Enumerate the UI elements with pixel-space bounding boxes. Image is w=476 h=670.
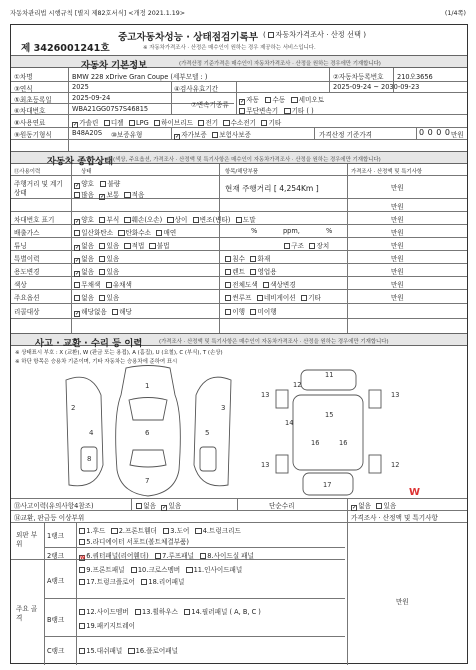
part-label-1: 1 — [145, 382, 150, 390]
col-status: 상태 — [81, 169, 92, 175]
color-achromatic-checkbox[interactable] — [74, 282, 80, 288]
special-type-options: 침수 화재 — [225, 253, 270, 263]
part-floor-panel-checkbox[interactable] — [128, 648, 134, 654]
price-option-checkbox[interactable] — [268, 32, 274, 38]
option-other-checkbox[interactable] — [301, 295, 307, 301]
frame-wheel-fl — [276, 390, 288, 408]
part-front-fender-checkbox[interactable] — [111, 528, 117, 534]
warranty-insurer-checkbox[interactable] — [212, 132, 218, 138]
tuning-device-checkbox[interactable] — [309, 243, 315, 249]
usage-change-options: ✓없음 있음 — [75, 268, 120, 277]
options-none-checkbox[interactable] — [74, 295, 80, 301]
car-name: BMW 228 xDrive Gran Coupe (세부모델 : ) — [72, 73, 208, 81]
summary-band — [11, 151, 467, 167]
inspection-period: 2025-09-24 ~ 2030-09-23 — [333, 83, 420, 91]
part-wheel-house-checkbox[interactable] — [135, 609, 141, 615]
frame-wheel-rr — [369, 455, 381, 473]
accident-heading: 사고 · 교환 · 수리 등 이력 — [35, 338, 143, 349]
color-options: 무채색 유채색 — [74, 279, 132, 289]
tuning-label: 튜닝 — [14, 242, 27, 250]
price-vin: 만원 — [391, 216, 404, 224]
vin-label: ⑥차대번호 — [14, 107, 46, 115]
title-note: ※ 자동차가격조사 · 산정은 매수인이 원하는 경우 제공하는 서비스입니다. — [143, 45, 316, 51]
trans-cvt-checkbox[interactable] — [239, 108, 245, 114]
frame-label-14: 14 — [285, 419, 294, 427]
vin-mark-options: ✓양호 부식 훼손(오손) 상이 변조(변타) 도말 — [75, 216, 256, 225]
door-shape-right — [200, 447, 216, 471]
emission-options: 일산화탄소 탄화수소 매연 — [74, 227, 176, 237]
rank1-label: 1랭크 — [47, 532, 64, 540]
summary-heading: 자동차 종합상태 — [47, 156, 114, 167]
car-diagram-frame — [241, 365, 431, 500]
rankB-parts-row2: 19.패키지트레이 — [79, 620, 135, 630]
usage-business-checkbox[interactable] — [250, 269, 256, 275]
col-price: 가격조사 · 산정액 및 특기사항 — [351, 169, 423, 175]
rankA-label: A랭크 — [47, 577, 65, 585]
rank2-parts: w6.쿼터패널(리어휀더) 7.루프패널 8.사이드실 패널 — [80, 552, 254, 561]
part-trunk-floor-checkbox[interactable] — [79, 579, 85, 585]
rank1-parts-row2: 5.라디에이터 서포트(볼트체결부품) — [79, 536, 189, 546]
vin-damage-checkbox[interactable] — [124, 217, 130, 223]
special-yes-checkbox[interactable] — [99, 256, 105, 262]
emission-unit-2: ppm, — [283, 227, 300, 235]
base-price-label: 가격산정 기준가격 — [319, 131, 373, 139]
document-number: 제 3426001241호 — [21, 43, 110, 54]
part-label-7: 7 — [145, 477, 150, 485]
special-none-checkbox[interactable]: ✓ — [75, 258, 80, 264]
car-side-left — [66, 377, 103, 486]
price-special: 만원 — [391, 255, 404, 263]
recall-yes-checkbox[interactable] — [112, 309, 118, 315]
inspection-period-label: ④검사유효기간 — [174, 85, 219, 93]
price-mileage: 만원 — [391, 184, 404, 192]
frame-label-16a: 16 — [311, 439, 320, 447]
rank2-label: 2랭크 — [47, 552, 64, 560]
fuel-options: ✓가솔린 디젤 LPG 하이브리드 전기 수소전기 기타 — [73, 119, 282, 128]
emission-label: 배출가스 — [14, 229, 40, 237]
fuel-diesel-checkbox[interactable] — [104, 120, 110, 126]
part-side-member-checkbox[interactable] — [79, 609, 85, 615]
color-full-paint-checkbox[interactable] — [225, 282, 231, 288]
mileage-status-row1: ✓양호 불량 — [75, 180, 121, 189]
reg-number: 210오3656 — [397, 73, 433, 81]
emission-co-checkbox[interactable] — [74, 230, 80, 236]
frame-label-12a: 12 — [293, 381, 302, 389]
color-paint-options: 전체도색 색상변경 — [225, 279, 296, 289]
vin-painted-checkbox[interactable] — [236, 217, 242, 223]
rankB-parts-row1: 12.사이드멤버 13.휠하우스 14.필러패널 ( A, B, C ) — [79, 606, 261, 616]
simple-yes-checkbox[interactable] — [376, 503, 382, 509]
basic-info-heading: 자동차 기본정보 — [81, 60, 148, 71]
part-package-tray-checkbox[interactable] — [79, 623, 85, 629]
simple-none-checkbox[interactable]: ✓ — [352, 505, 357, 511]
frame-cabin — [293, 395, 363, 470]
usage-rent-checkbox[interactable] — [225, 269, 231, 275]
recall-na-checkbox[interactable]: ✓ — [75, 311, 80, 317]
part-label-8: 8 — [87, 455, 92, 463]
part-trunk-lid-checkbox[interactable] — [195, 528, 201, 534]
part-label-4: 4 — [89, 429, 94, 437]
trans-other-checkbox[interactable] — [284, 108, 290, 114]
part-label-2: 2 — [71, 404, 76, 412]
special-flood-checkbox[interactable] — [225, 256, 231, 262]
car-diagram-exterior — [61, 365, 236, 500]
model-year: 2025 — [72, 83, 89, 91]
part-dash-panel-checkbox[interactable] — [79, 648, 85, 654]
fuel-hydrogen-checkbox[interactable] — [223, 120, 229, 126]
inspection-record — [10, 24, 468, 664]
warranty-self-checkbox[interactable]: ✓ — [175, 134, 180, 140]
transmission-row2: 무단변속기 기타 ( ) — [239, 105, 314, 115]
emission-unit-3: % — [326, 227, 333, 235]
part-side-sill-checkbox[interactable] — [200, 553, 206, 559]
fuel-gasoline-checkbox[interactable]: ✓ — [73, 122, 78, 128]
frame-label-11: 11 — [325, 371, 334, 379]
form-regulation: 자동차관리법 시행규칙 [별지 제82호서식] <개정 2021.1.19> — [10, 10, 186, 17]
simple-repair-options: ✓없음 있음 — [352, 502, 397, 511]
rankC-parts: 15.대쉬패널 16.플로어패널 — [79, 645, 178, 655]
reg-number-label: ②자동차등록번호 — [333, 73, 384, 81]
mileage-high-checkbox[interactable] — [74, 192, 80, 198]
usage-type-options: 렌트 영업용 — [225, 266, 277, 276]
option-sunroof-checkbox[interactable] — [225, 295, 231, 301]
basic-info-band — [11, 55, 467, 71]
options-status: 없음 있음 — [74, 292, 119, 302]
tuning-options: ✓없음 있음 적법 불법 — [75, 242, 170, 251]
frame-label-13c: 13 — [261, 461, 270, 469]
part-front-panel-checkbox[interactable] — [79, 567, 85, 573]
mileage-status-row2: 많음 ✓보통 적음 — [74, 189, 144, 200]
fuel-other-checkbox[interactable] — [261, 120, 267, 126]
rankA-parts-row2: 17.트렁크플로어 18.리어패널 — [79, 576, 184, 586]
price-emission: 만원 — [391, 229, 404, 237]
special-history-options: ✓없음 있음 — [75, 255, 120, 264]
base-price: 0 0 0 0 — [419, 128, 451, 137]
fuel-lpg-checkbox[interactable] — [129, 120, 135, 126]
part-inside-panel-checkbox[interactable] — [186, 567, 192, 573]
status-legend: ※ 상태표시 부호 : X (교환), W (판금 또는 용접), A (흠집), U (요철), C (부식), T (손상) — [15, 350, 223, 356]
fuel-label: ⑧사용연료 — [14, 119, 46, 127]
rankB-label: B랭크 — [47, 616, 65, 624]
outer-panel-label: 외판 부위 — [16, 531, 38, 548]
page-count: (1/4쪽) — [444, 10, 466, 17]
rankC-label: C랭크 — [47, 647, 65, 655]
base-price-unit: 만원 — [451, 131, 464, 139]
simple-repair-label: 단순수리 — [269, 502, 295, 510]
vin-diff-checkbox[interactable] — [167, 217, 173, 223]
accident-history-options: 없음 ✓있음 — [136, 500, 181, 511]
color-label: 색상 — [14, 281, 27, 289]
price-tuning: 만원 — [391, 242, 404, 250]
col-usage: ⑪사용이력 — [14, 169, 41, 175]
current-mileage: 현재 주행거리 [ 4,254Km ] — [225, 184, 319, 193]
engine-type: B48A20S — [72, 129, 103, 137]
transmission-row1: ✓자동 수동 세미오토 — [240, 96, 325, 105]
recall-progress-options: 이행 미이행 — [225, 306, 277, 316]
part-rear-panel-checkbox[interactable] — [141, 579, 147, 585]
warranty-label: ⑩보증유형 — [111, 131, 143, 139]
frame-label-13a: 13 — [261, 391, 270, 399]
price-usage: 만원 — [391, 268, 404, 276]
vin-mark-label: 차대번호 표기 — [14, 216, 55, 224]
accident-note: (가격조사 · 산정액 및 특기사항은 매수인이 자동차가격조사 · 산정을 원하는 경우에만 기재합니다) — [159, 339, 389, 345]
price-color: 만원 — [391, 281, 404, 289]
trans-manual-checkbox[interactable] — [265, 97, 271, 103]
status-legend-note: ※ 하단 항목은 승용차 기준이며, 기타 자동차는 승용차에 준하여 표시 — [15, 359, 178, 365]
tuning-illegal-checkbox[interactable] — [149, 243, 155, 249]
usage-change-label: 용도변경 — [14, 268, 40, 276]
fuel-electric-checkbox[interactable] — [198, 120, 204, 126]
mileage-good-checkbox[interactable]: ✓ — [75, 183, 80, 189]
col-items: 항목/해당부품 — [225, 169, 259, 175]
transmission-label: ⑦변속기종류 — [191, 101, 229, 109]
vin: WBA21GG07S7S46815 — [72, 105, 149, 113]
color-chromatic-checkbox[interactable] — [106, 282, 112, 288]
part-door-checkbox[interactable] — [163, 528, 169, 534]
color-change-checkbox[interactable] — [263, 282, 269, 288]
special-fire-checkbox[interactable] — [250, 256, 256, 262]
price-options: 만원 — [391, 294, 404, 302]
damage-mark-w: W — [409, 487, 421, 498]
car-side-right — [194, 377, 231, 486]
frame-label-16b: 16 — [339, 439, 348, 447]
warranty-options: ✓자가보증 보험사보증 — [175, 131, 252, 140]
recall-label: 리콜대상 — [14, 308, 40, 316]
mileage-low-checkbox[interactable] — [124, 192, 130, 198]
accident-history-label: ⑬사고이력(유의사항4참조) — [14, 502, 94, 510]
main-frame-label: 주요 골격 — [16, 605, 38, 622]
part-label-3: 3 — [221, 404, 226, 412]
model-year-label: ③연식 — [14, 85, 33, 93]
recall-done-checkbox[interactable] — [225, 309, 231, 315]
options-yes-checkbox[interactable] — [99, 295, 105, 301]
accident-yes-checkbox[interactable]: ✓ — [162, 505, 168, 511]
price-option: ( 자동차가격조사 · 산정 선택 ) — [263, 30, 366, 39]
price-meter: 만원 — [391, 203, 404, 211]
exchange-label: ⑭교환, 판금등 이상부위 — [14, 514, 85, 522]
vin-good-checkbox[interactable]: ✓ — [75, 219, 80, 225]
rank1-parts-row1: 1.후드 2.프론트휀더 3.도어 4.트렁크리드 — [79, 525, 241, 535]
engine-label: ⑨원동기형식 — [14, 131, 52, 139]
frame-label-17: 17 — [323, 481, 332, 489]
first-reg-label: ⑤최초등록일 — [14, 96, 52, 104]
tuning-none-checkbox[interactable]: ✓ — [75, 245, 80, 251]
frame-label-12b: 12 — [391, 461, 400, 469]
part-quarter-panel-checkbox[interactable]: w — [80, 555, 86, 561]
exchange-price-label: 가격조사 · 산정액 및 특기사항 — [351, 514, 438, 522]
basic-info-note: (가격산정 기준가격은 매수인이 자동차가격조사 · 산정을 원하는 경우에만 기재합니다) — [179, 61, 381, 67]
emission-unit-1: % — [251, 227, 258, 235]
summary-note: (색상, 주요옵션, 가격조사 · 산정액 및 특기사항은 매수인이 자동차가격조사 · 산정을 원하는 경우에만 기재합니다) — [113, 157, 381, 163]
frame-wheel-fr — [369, 390, 381, 408]
windshield-shape — [129, 398, 167, 421]
vin-altered-checkbox[interactable] — [193, 217, 199, 223]
car-name-label: ①차명 — [14, 73, 33, 81]
part-roof-panel-checkbox[interactable] — [155, 553, 161, 559]
vin-corrosion-checkbox[interactable] — [99, 217, 105, 223]
emission-hc-checkbox[interactable] — [118, 230, 124, 236]
part-label-6: 6 — [145, 429, 150, 437]
frame-label-13b: 13 — [391, 391, 400, 399]
trans-semi-checkbox[interactable] — [291, 97, 297, 103]
usage-yes-checkbox[interactable] — [99, 269, 105, 275]
exchange-price-unit: 만원 — [396, 598, 409, 606]
option-navigation-checkbox[interactable] — [257, 295, 263, 301]
tuning-legal-checkbox[interactable] — [124, 243, 130, 249]
options-label: 주요옵션 — [14, 294, 40, 302]
frame-wheel-rl — [276, 455, 288, 473]
first-reg-date: 2025-09-24 — [72, 94, 111, 102]
rankA-parts-row1: 9.프론트패널 10.크로스멤버 11.인사이드패널 — [79, 564, 242, 574]
part-hood-checkbox[interactable] — [79, 528, 85, 534]
mileage-normal-checkbox[interactable]: ✓ — [100, 194, 106, 200]
usage-none-checkbox[interactable]: ✓ — [75, 271, 80, 277]
form-header — [10, 8, 466, 18]
emission-smoke-checkbox[interactable] — [156, 230, 162, 236]
mileage-bad-checkbox[interactable] — [100, 181, 106, 187]
options-types: 썬루프 네비게이션 기타 — [225, 292, 321, 302]
tuning-structure-checkbox[interactable] — [284, 243, 290, 249]
tuning-type-options: 구조 장치 — [284, 240, 329, 250]
accident-band — [11, 333, 467, 349]
document-title: 중고자동차성능 · 상태점검기록부 — [118, 32, 259, 43]
trans-auto-checkbox[interactable]: ✓ — [240, 99, 245, 105]
part-pillar-panel-checkbox[interactable] — [184, 609, 190, 615]
special-history-label: 특별이력 — [14, 255, 40, 263]
recall-options: ✓해당없음 해당 — [75, 308, 132, 317]
tuning-yes-checkbox[interactable] — [99, 243, 105, 249]
fuel-hybrid-checkbox[interactable] — [154, 120, 160, 126]
mileage-label: 주행거리 및 계기상태 — [14, 180, 63, 197]
recall-pending-checkbox[interactable] — [250, 309, 256, 315]
rear-window-shape — [130, 450, 166, 467]
part-label-5: 5 — [205, 429, 210, 437]
part-radiator-support-checkbox[interactable] — [79, 539, 85, 545]
accident-none-checkbox[interactable] — [136, 503, 142, 509]
part-cross-member-checkbox[interactable] — [131, 567, 137, 573]
frame-label-15: 15 — [325, 411, 334, 419]
